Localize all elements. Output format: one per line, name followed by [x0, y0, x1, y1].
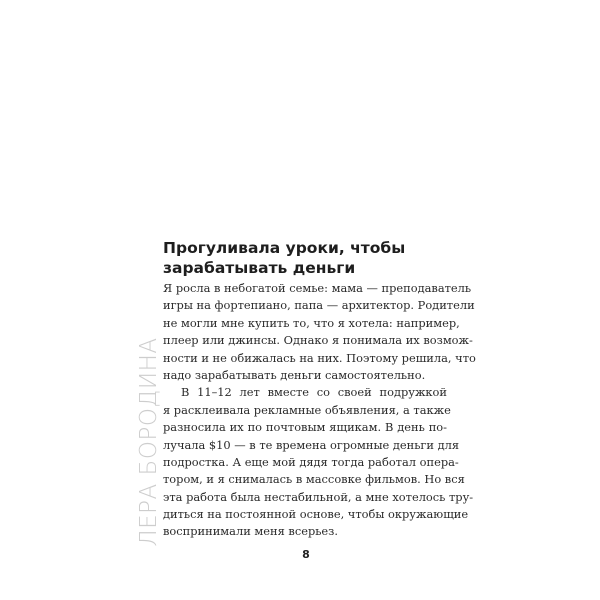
text-line: диться на постоянной основе, чтобы окружающие [163, 507, 469, 522]
body-text [163, 280, 476, 541]
running-head-author [136, 336, 162, 548]
text-line: Я росла в небогатой семье: мама — преподаватель [163, 281, 472, 295]
page-number: 8 [302, 548, 310, 561]
text-line: В 11–12 лет вместе со своей подружкой [181, 385, 447, 400]
running-head-text: ЛЕРА БОРОДИНА [136, 337, 162, 547]
text-line: лучала $10 — в те времена огромные деньги для [163, 437, 460, 452]
paragraph-1 [163, 280, 476, 384]
text-line: не могли мне купить то, что я хотела: например, [163, 315, 460, 330]
heading-line: Прогуливала уроки, чтобы [163, 239, 406, 257]
text-line: подростка. А еще мой дядя тогда работал опера- [163, 454, 459, 469]
text-line: надо зарабатывать деньги самостоятельно. [163, 367, 426, 382]
text-line: ности и не обижалась на них. Поэтому решила, что [163, 350, 476, 365]
text-line: эта работа была нестабильной, а мне хотелось тру- [163, 489, 474, 504]
paragraph-2 [163, 384, 474, 541]
text-line: разносила их по почтовым ящикам. В день по- [163, 420, 447, 435]
text-line: я расклеивала рекламные объявления, а также [163, 402, 451, 417]
text-line: тором, и я снималась в массовке фильмов. Но вся [163, 472, 465, 487]
text-line: плеер или джинсы. Однако я понимала их возмож- [163, 333, 473, 348]
text-line: воспринимали меня всерьез. [163, 524, 339, 539]
text-line: игры на фортепиано, папа — архитектор. Родители [163, 298, 475, 313]
heading-line: зарабатывать деньги [163, 259, 356, 277]
section-heading [163, 238, 453, 278]
